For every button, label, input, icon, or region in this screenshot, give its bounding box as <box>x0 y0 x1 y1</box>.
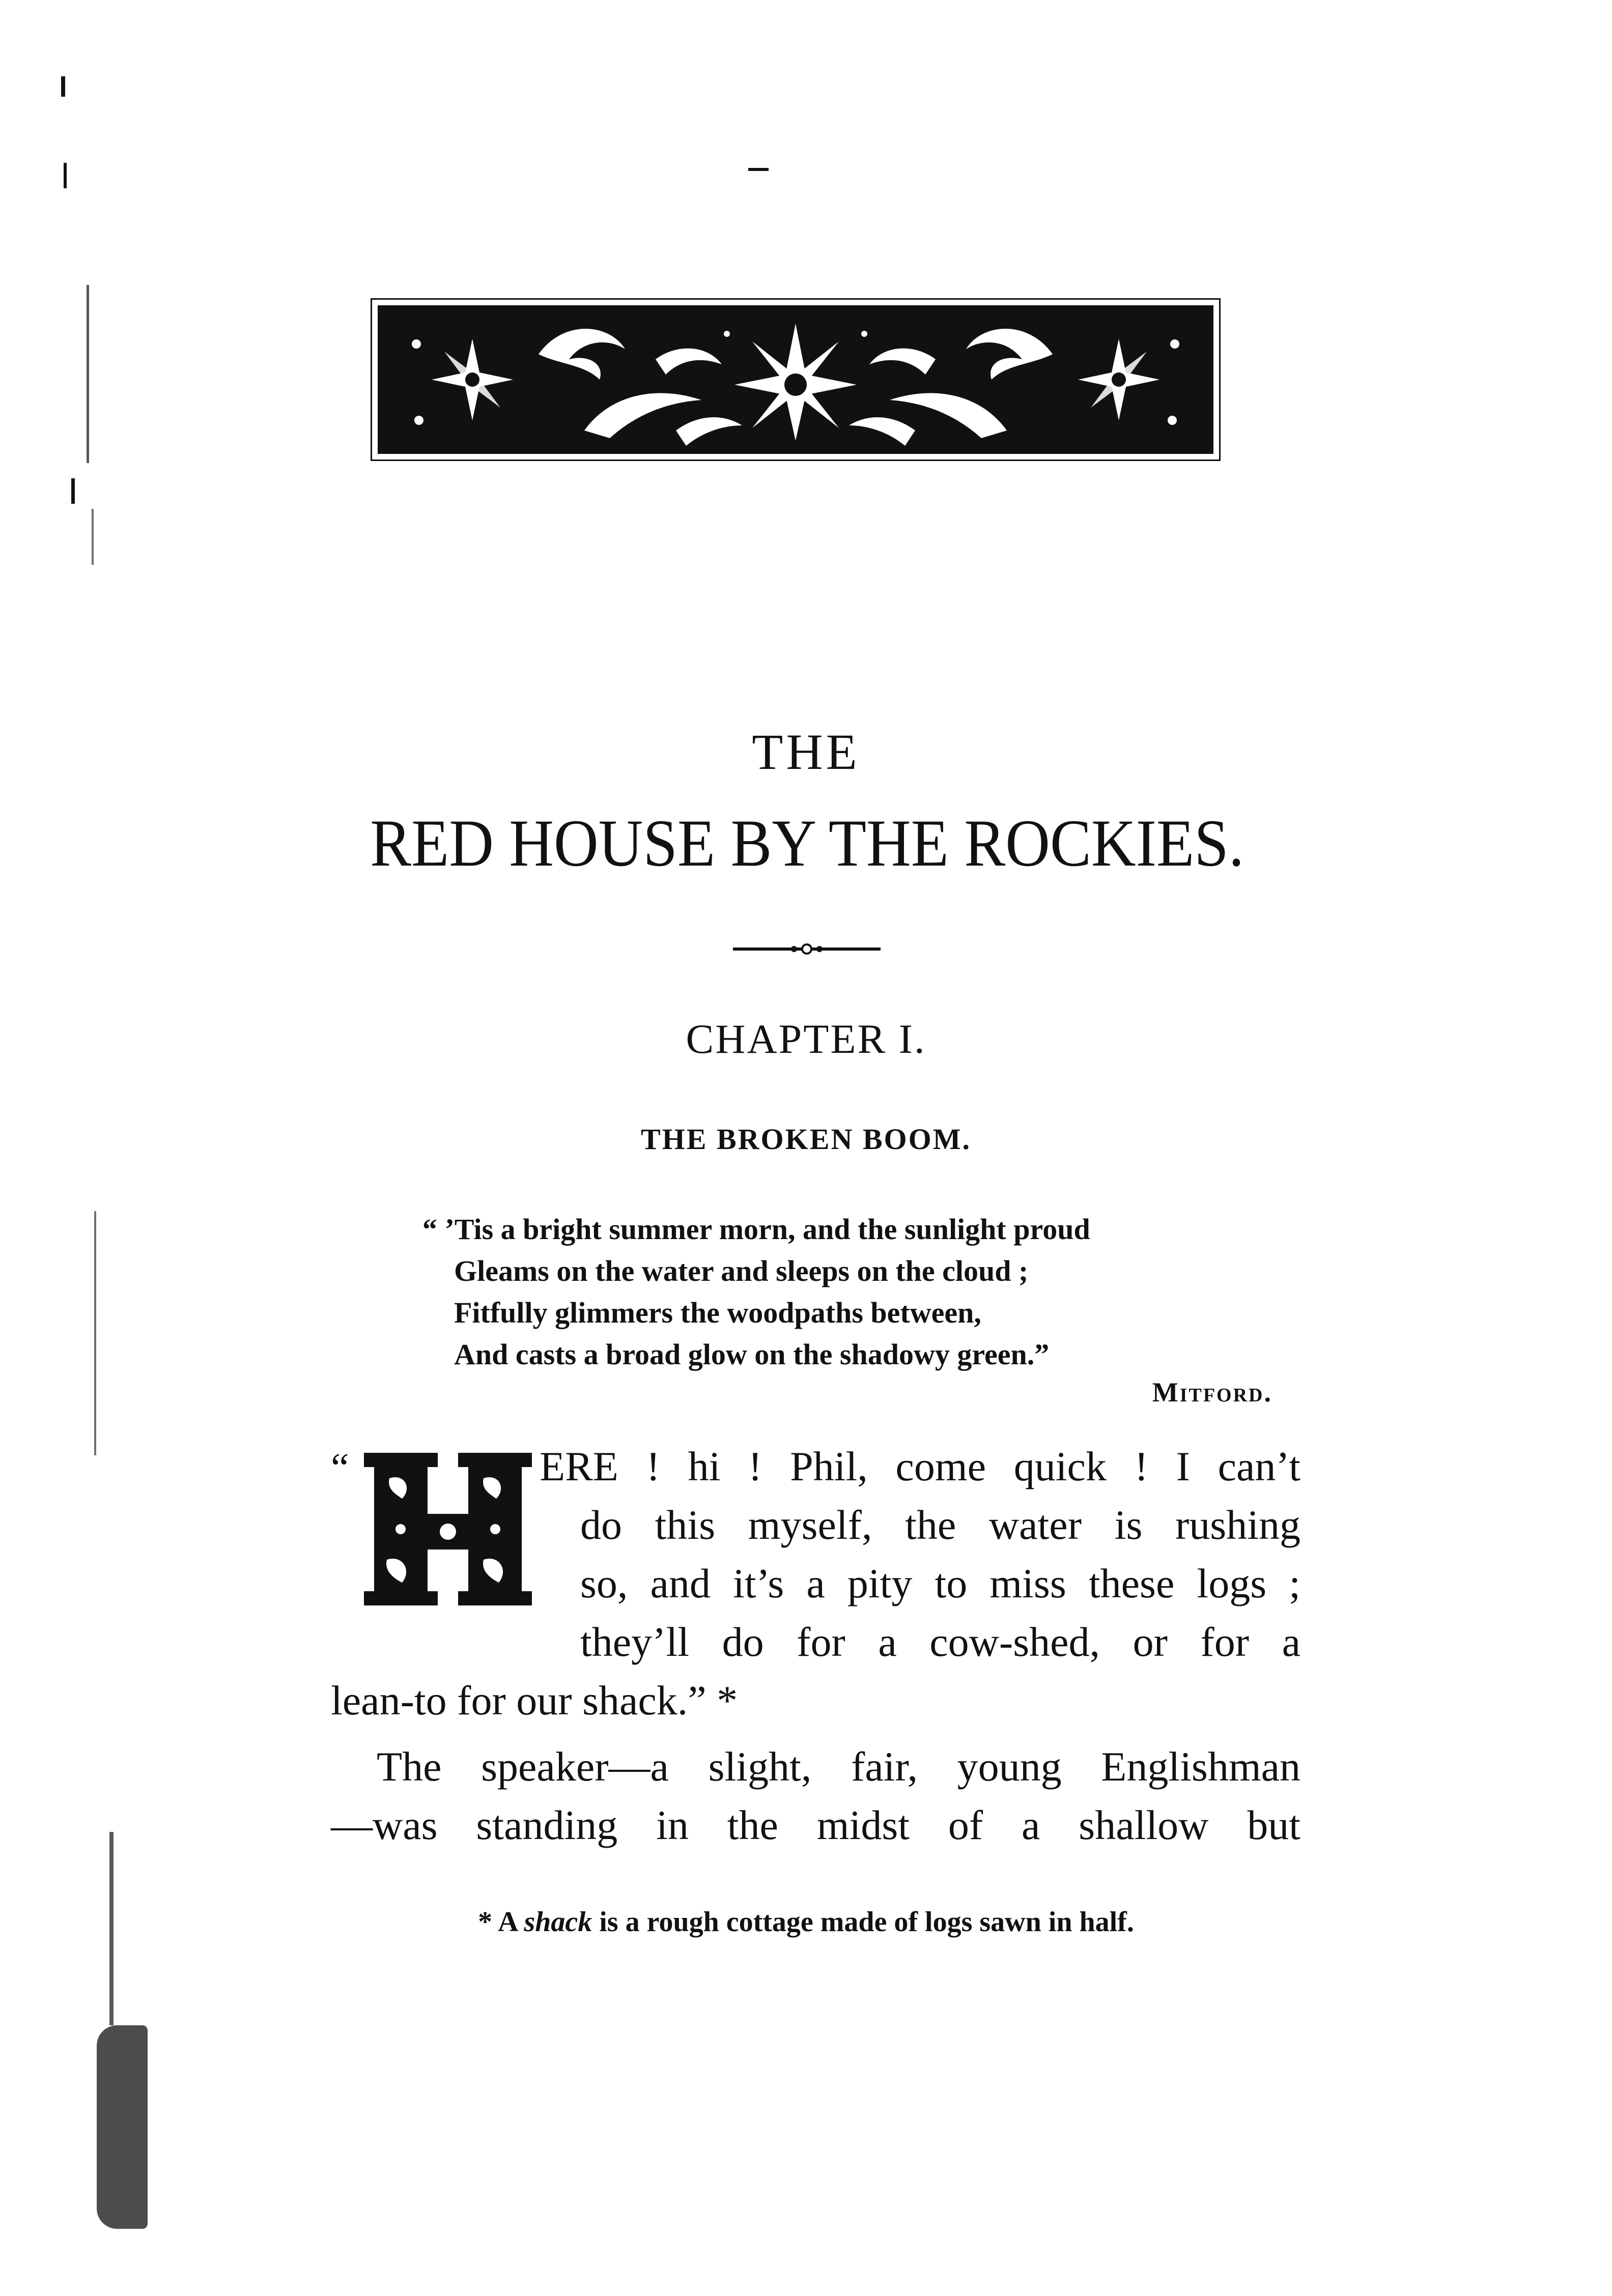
footnote-marker: * <box>478 1906 493 1938</box>
body-line: ERE ! hi ! Phil, come quick ! I can’t <box>540 1443 1300 1489</box>
opening-quote-mark: “ <box>331 1446 349 1490</box>
footnote <box>0 1906 1612 1938</box>
body-line: —was standing in the midst of a shallow but <box>331 1802 1300 1848</box>
body-line: do this myself, the water is rushing <box>580 1502 1300 1548</box>
epigraph-line: “ ’Tis a bright summer morn, and the sunlight proud <box>422 1213 1090 1246</box>
ornamental-rule <box>733 941 881 957</box>
footnote-text: is a rough cottage made of logs sawn in half. <box>599 1906 1134 1938</box>
footnote-term: shack <box>524 1906 592 1938</box>
scan-mark <box>94 1211 96 1455</box>
scan-mark <box>97 2025 148 2229</box>
scan-mark <box>87 285 89 463</box>
drop-cap-h <box>364 1443 532 1616</box>
scan-mark <box>92 509 94 565</box>
epigraph-line: Fitfully glimmers the woodpaths between, <box>454 1296 981 1329</box>
chapter-subtitle: THE BROKEN BOOM. <box>640 1123 971 1156</box>
scan-mark <box>61 76 65 97</box>
footnote-prefix: A <box>498 1906 517 1938</box>
body-line: they’ll do for a cow-shed, or for a <box>580 1619 1300 1665</box>
scan-mark <box>64 163 67 188</box>
scan-mark <box>748 168 769 171</box>
scan-mark <box>71 478 75 504</box>
body-line: so, and it’s a pity to miss these logs ; <box>580 1560 1300 1606</box>
body-line: The speaker—a slight, fair, young Englishman <box>377 1743 1300 1790</box>
epigraph <box>422 1209 1288 1375</box>
epigraph-line: And casts a broad glow on the shadowy green.” <box>454 1338 1050 1371</box>
floral-ornament-band <box>371 298 1221 461</box>
scan-mark <box>109 1832 114 2025</box>
book-title: RED HOUSE BY THE ROCKIES. <box>370 806 1245 880</box>
title-the: THE <box>752 724 860 780</box>
body-line: lean-to for our shack.” * <box>331 1677 738 1724</box>
epigraph-line: Gleams on the water and sleeps on the cloud ; <box>454 1254 1029 1287</box>
epigraph-attribution: Mitford. <box>1152 1377 1272 1408</box>
chapter-heading: CHAPTER I. <box>686 1016 926 1062</box>
